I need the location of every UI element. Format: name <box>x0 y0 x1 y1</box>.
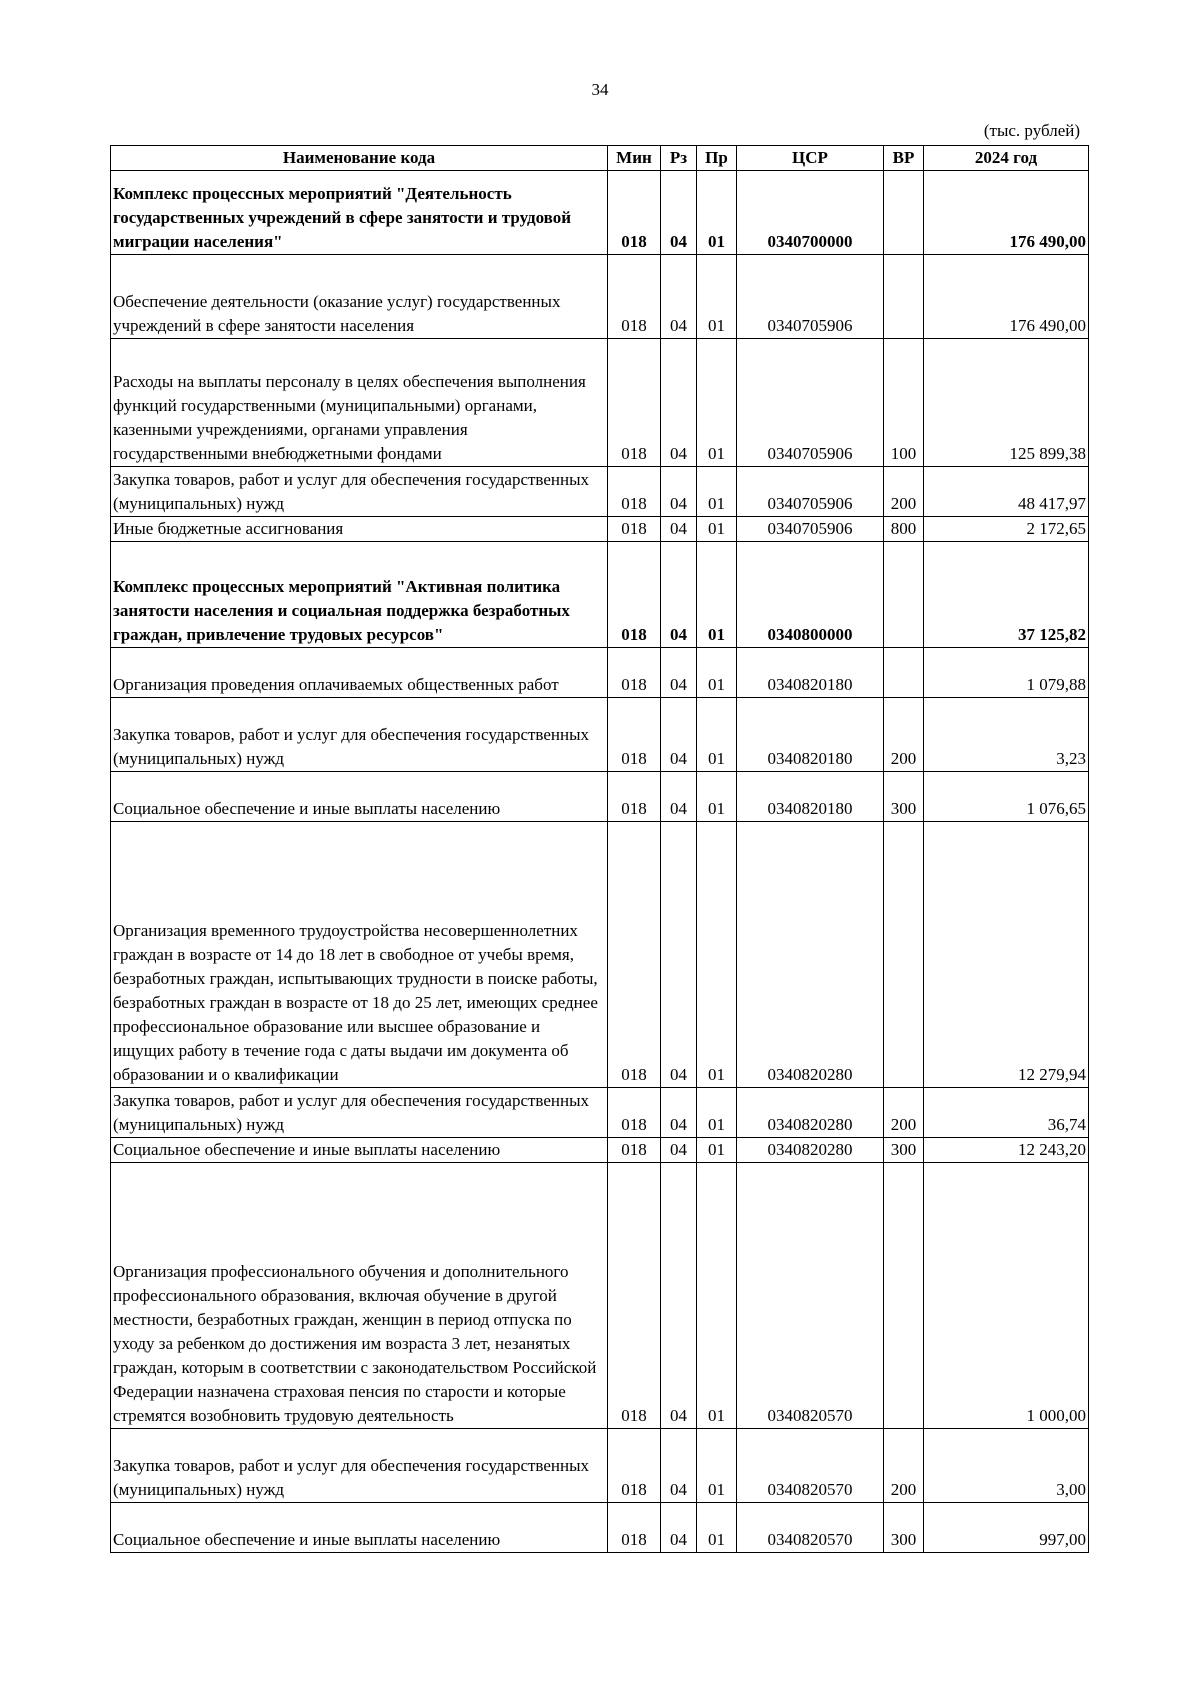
cell-min: 018 <box>608 339 661 467</box>
table-row <box>111 542 1089 648</box>
cell-pr: 01 <box>697 517 737 542</box>
cell-sum: 997,00 <box>924 1503 1089 1553</box>
cell-vr <box>884 542 924 648</box>
cell-csr: 0340820180 <box>737 648 884 698</box>
cell-min: 018 <box>608 1429 661 1503</box>
table-row <box>111 698 1089 772</box>
cell-name: Организация проведения оплачиваемых общественных работ <box>111 648 608 698</box>
table-row <box>111 648 1089 698</box>
cell-csr: 0340820570 <box>737 1163 884 1429</box>
cell-sum: 2 172,65 <box>924 517 1089 542</box>
cell-sum: 176 490,00 <box>924 255 1089 339</box>
table-row <box>111 255 1089 339</box>
header-min: Мин <box>608 146 661 171</box>
cell-min: 018 <box>608 171 661 255</box>
cell-vr <box>884 1163 924 1429</box>
cell-pr: 01 <box>697 1429 737 1503</box>
cell-name: Закупка товаров, работ и услуг для обеспечения государственных (муниципальных) нужд <box>111 467 608 517</box>
cell-vr: 200 <box>884 698 924 772</box>
cell-rz: 04 <box>661 517 697 542</box>
cell-sum: 37 125,82 <box>924 542 1089 648</box>
cell-vr: 800 <box>884 517 924 542</box>
cell-min: 018 <box>608 467 661 517</box>
cell-sum: 3,00 <box>924 1429 1089 1503</box>
cell-rz: 04 <box>661 822 697 1088</box>
cell-vr: 300 <box>884 1503 924 1553</box>
cell-pr: 01 <box>697 339 737 467</box>
cell-vr: 200 <box>884 1088 924 1138</box>
table-row <box>111 822 1089 1088</box>
cell-csr: 0340820570 <box>737 1503 884 1553</box>
cell-csr: 0340820180 <box>737 772 884 822</box>
table-row <box>111 467 1089 517</box>
cell-pr: 01 <box>697 542 737 648</box>
cell-sum: 1 000,00 <box>924 1163 1089 1429</box>
cell-name: Комплекс процессных мероприятий "Активная политика занятости населения и социальная поддержка безработных граждан, привлечение трудовых ресурсов" <box>111 542 608 648</box>
cell-min: 018 <box>608 772 661 822</box>
cell-vr: 200 <box>884 1429 924 1503</box>
cell-csr: 0340820180 <box>737 698 884 772</box>
cell-rz: 04 <box>661 1503 697 1553</box>
cell-name: Организация профессионального обучения и дополнительного профессионального образования, включая обучение в другой местности, безработных граждан, женщин в период отпуска по уходу за ребенком до достижения им возраста 3 лет, незанятых граждан, которым в соответствии с законодательством Российской Федерации назначена страховая пенсия по старости и которые стремятся возобновить трудовую деятельность <box>111 1163 608 1429</box>
cell-vr <box>884 255 924 339</box>
cell-name: Комплекс процессных мероприятий "Деятельность государственных учреждений в сфере занятости и трудовой миграции населения" <box>111 171 608 255</box>
header-sum: 2024 год <box>924 146 1089 171</box>
cell-csr: 0340705906 <box>737 339 884 467</box>
cell-csr: 0340820280 <box>737 1088 884 1138</box>
cell-min: 018 <box>608 1138 661 1163</box>
cell-vr <box>884 822 924 1088</box>
cell-rz: 04 <box>661 1429 697 1503</box>
budget-table <box>110 145 1089 1553</box>
cell-rz: 04 <box>661 339 697 467</box>
cell-sum: 48 417,97 <box>924 467 1089 517</box>
cell-name: Социальное обеспечение и иные выплаты населению <box>111 1138 608 1163</box>
cell-name: Обеспечение деятельности (оказание услуг) государственных учреждений в сфере занятости населения <box>111 255 608 339</box>
cell-name: Социальное обеспечение и иные выплаты населению <box>111 772 608 822</box>
cell-vr: 300 <box>884 1138 924 1163</box>
cell-sum: 1 076,65 <box>924 772 1089 822</box>
cell-vr: 200 <box>884 467 924 517</box>
cell-pr: 01 <box>697 171 737 255</box>
cell-name: Расходы на выплаты персоналу в целях обеспечения выполнения функций государственными (муниципальными) органами, казенными учреждениями, органами управления государственными внебюджетными фондами <box>111 339 608 467</box>
cell-min: 018 <box>608 255 661 339</box>
page-number: 34 <box>591 80 609 99</box>
cell-pr: 01 <box>697 698 737 772</box>
cell-name: Иные бюджетные ассигнования <box>111 517 608 542</box>
header-pr: Пр <box>697 146 737 171</box>
cell-rz: 04 <box>661 1163 697 1429</box>
cell-pr: 01 <box>697 1088 737 1138</box>
cell-rz: 04 <box>661 772 697 822</box>
cell-rz: 04 <box>661 171 697 255</box>
table-row <box>111 1429 1089 1503</box>
table-row <box>111 772 1089 822</box>
cell-name: Организация временного трудоустройства несовершеннолетних граждан в возрасте от 14 до 18 лет в свободное от учебы время, безработных граждан, испытывающих трудности в поиске работы, безработных граждан в возрасте от 18 до 25 лет, имеющих среднее профессиональное образование или высшее образование и ищущих работу в течение года с даты выдачи им документа об образовании и о квалификации <box>111 822 608 1088</box>
cell-min: 018 <box>608 542 661 648</box>
cell-sum: 12 243,20 <box>924 1138 1089 1163</box>
cell-vr: 100 <box>884 339 924 467</box>
table-row <box>111 171 1089 255</box>
cell-pr: 01 <box>697 648 737 698</box>
table-row <box>111 1503 1089 1553</box>
cell-pr: 01 <box>697 822 737 1088</box>
cell-csr: 0340700000 <box>737 171 884 255</box>
cell-csr: 0340705906 <box>737 255 884 339</box>
cell-sum: 125 899,38 <box>924 339 1089 467</box>
cell-csr: 0340820280 <box>737 1138 884 1163</box>
cell-name: Закупка товаров, работ и услуг для обеспечения государственных (муниципальных) нужд <box>111 698 608 772</box>
cell-sum: 12 279,94 <box>924 822 1089 1088</box>
cell-name: Социальное обеспечение и иные выплаты населению <box>111 1503 608 1553</box>
header-rz: Рз <box>661 146 697 171</box>
cell-min: 018 <box>608 517 661 542</box>
table-header-row <box>111 146 1089 171</box>
cell-pr: 01 <box>697 1503 737 1553</box>
cell-vr <box>884 171 924 255</box>
cell-sum: 176 490,00 <box>924 171 1089 255</box>
table-row <box>111 1088 1089 1138</box>
cell-rz: 04 <box>661 467 697 517</box>
header-csr: ЦСР <box>737 146 884 171</box>
cell-csr: 0340820570 <box>737 1429 884 1503</box>
cell-min: 018 <box>608 698 661 772</box>
cell-sum: 36,74 <box>924 1088 1089 1138</box>
table-body <box>111 171 1089 1553</box>
cell-csr: 0340820280 <box>737 822 884 1088</box>
cell-min: 018 <box>608 1088 661 1138</box>
cell-min: 018 <box>608 822 661 1088</box>
cell-vr: 300 <box>884 772 924 822</box>
cell-min: 018 <box>608 1163 661 1429</box>
cell-name: Закупка товаров, работ и услуг для обеспечения государственных (муниципальных) нужд <box>111 1429 608 1503</box>
cell-rz: 04 <box>661 1088 697 1138</box>
table-row <box>111 517 1089 542</box>
cell-csr: 0340800000 <box>737 542 884 648</box>
cell-min: 018 <box>608 1503 661 1553</box>
header-vr: ВР <box>884 146 924 171</box>
cell-pr: 01 <box>697 467 737 517</box>
cell-name: Закупка товаров, работ и услуг для обеспечения государственных (муниципальных) нужд <box>111 1088 608 1138</box>
cell-pr: 01 <box>697 1138 737 1163</box>
cell-csr: 0340705906 <box>737 517 884 542</box>
header-name: Наименование кода <box>111 146 608 171</box>
cell-pr: 01 <box>697 772 737 822</box>
cell-rz: 04 <box>661 698 697 772</box>
cell-sum: 3,23 <box>924 698 1089 772</box>
cell-min: 018 <box>608 648 661 698</box>
units-label: (тыс. рублей) <box>983 121 1080 140</box>
cell-sum: 1 079,88 <box>924 648 1089 698</box>
table-row <box>111 339 1089 467</box>
cell-rz: 04 <box>661 648 697 698</box>
cell-pr: 01 <box>697 1163 737 1429</box>
cell-pr: 01 <box>697 255 737 339</box>
cell-rz: 04 <box>661 255 697 339</box>
table-row <box>111 1163 1089 1429</box>
cell-csr: 0340705906 <box>737 467 884 517</box>
cell-vr <box>884 648 924 698</box>
table-row <box>111 1138 1089 1163</box>
cell-rz: 04 <box>661 1138 697 1163</box>
cell-rz: 04 <box>661 542 697 648</box>
